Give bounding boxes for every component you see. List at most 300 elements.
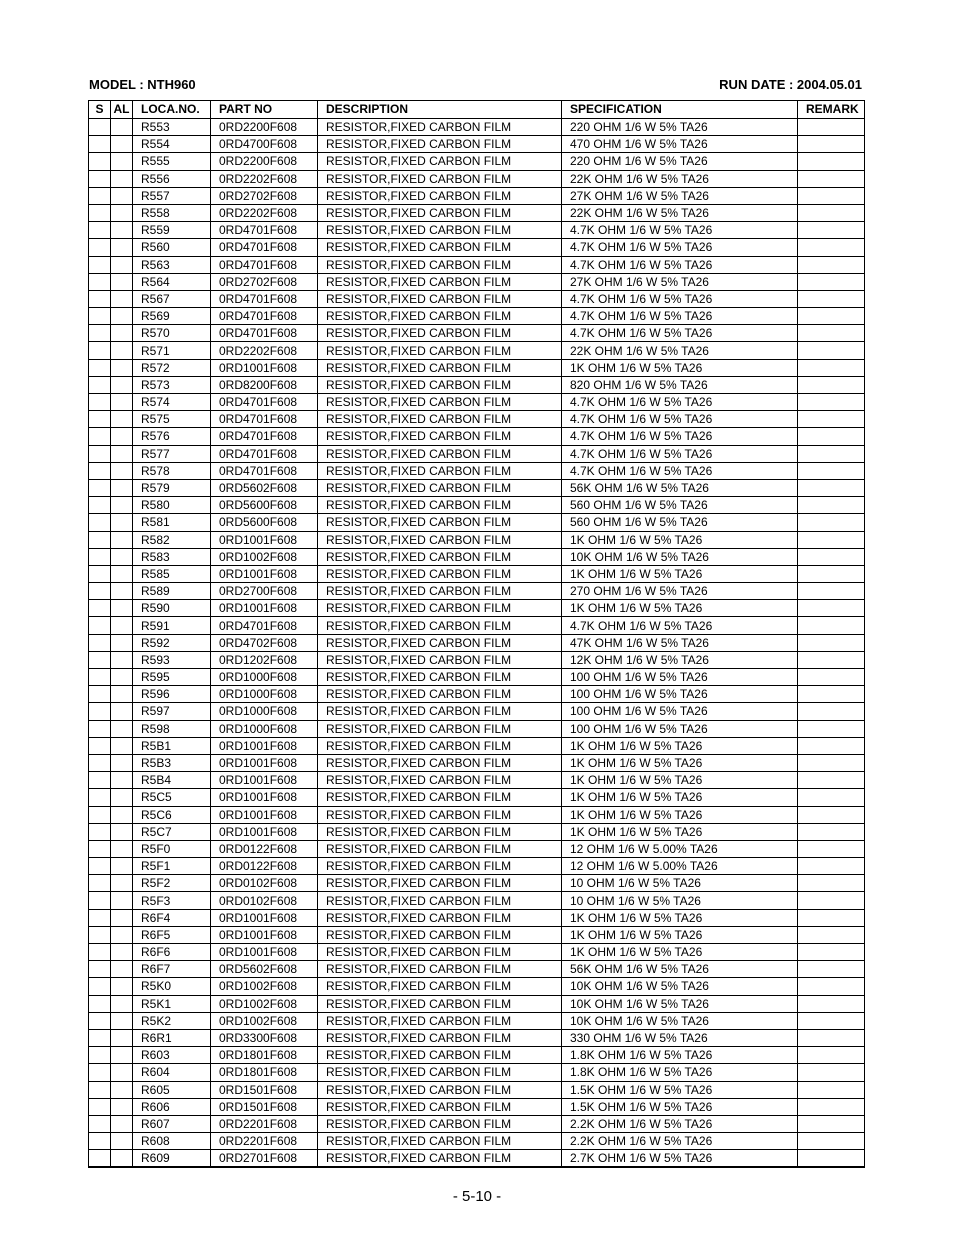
specification-cell: 10K OHM 1/6 W 5% TA26 — [562, 978, 798, 995]
remark-cell — [798, 273, 865, 290]
remark-cell — [798, 497, 865, 514]
description-cell: RESISTOR,FIXED CARBON FILM — [318, 342, 562, 359]
al-cell — [111, 1098, 133, 1115]
specification-cell: 1K OHM 1/6 W 5% TA26 — [562, 806, 798, 823]
specification-cell: 100 OHM 1/6 W 5% TA26 — [562, 669, 798, 686]
description-cell: RESISTOR,FIXED CARBON FILM — [318, 359, 562, 376]
loca-no-cell: R5B1 — [133, 737, 211, 754]
description-cell: RESISTOR,FIXED CARBON FILM — [318, 153, 562, 170]
description-cell: RESISTOR,FIXED CARBON FILM — [318, 995, 562, 1012]
table-row — [89, 479, 865, 496]
part-no-cell: 0RD1501F608 — [211, 1098, 318, 1115]
loca-no-cell: R595 — [133, 669, 211, 686]
al-cell — [111, 204, 133, 221]
remark-cell — [798, 531, 865, 548]
description-cell: RESISTOR,FIXED CARBON FILM — [318, 600, 562, 617]
table-row — [89, 669, 865, 686]
s-cell — [89, 497, 111, 514]
remark-cell — [798, 617, 865, 634]
specification-cell: 1K OHM 1/6 W 5% TA26 — [562, 565, 798, 582]
specification-cell: 1K OHM 1/6 W 5% TA26 — [562, 737, 798, 754]
part-no-cell: 0RD2200F608 — [211, 153, 318, 170]
remark-cell — [798, 394, 865, 411]
loca-no-cell: R596 — [133, 686, 211, 703]
description-cell: RESISTOR,FIXED CARBON FILM — [318, 686, 562, 703]
loca-no-cell: R592 — [133, 634, 211, 651]
remark-cell — [798, 1029, 865, 1046]
al-cell — [111, 651, 133, 668]
al-cell — [111, 531, 133, 548]
remark-cell — [798, 1150, 865, 1168]
table-row — [89, 531, 865, 548]
al-cell — [111, 1133, 133, 1150]
table-row — [89, 256, 865, 273]
part-no-cell: 0RD1002F608 — [211, 978, 318, 995]
specification-cell: 10K OHM 1/6 W 5% TA26 — [562, 995, 798, 1012]
al-cell — [111, 462, 133, 479]
specification-cell: 10 OHM 1/6 W 5% TA26 — [562, 875, 798, 892]
remark-cell — [798, 514, 865, 531]
table-row — [89, 617, 865, 634]
al-cell — [111, 754, 133, 771]
part-no-cell: 0RD0122F608 — [211, 840, 318, 857]
al-cell — [111, 428, 133, 445]
loca-no-cell: R576 — [133, 428, 211, 445]
specification-cell: 10K OHM 1/6 W 5% TA26 — [562, 1012, 798, 1029]
s-cell — [89, 187, 111, 204]
loca-no-cell: R5C6 — [133, 806, 211, 823]
part-no-cell: 0RD1001F608 — [211, 789, 318, 806]
al-cell — [111, 1115, 133, 1132]
table-row — [89, 565, 865, 582]
description-cell: RESISTOR,FIXED CARBON FILM — [318, 823, 562, 840]
loca-no-cell: R6F7 — [133, 961, 211, 978]
page-number: - 5-10 - — [452, 1188, 502, 1205]
table-row — [89, 840, 865, 857]
specification-cell: 22K OHM 1/6 W 5% TA26 — [562, 342, 798, 359]
table-row — [89, 720, 865, 737]
specification-cell: 2.2K OHM 1/6 W 5% TA26 — [562, 1115, 798, 1132]
parts-table — [88, 100, 865, 1168]
table-row — [89, 806, 865, 823]
specification-cell: 4.7K OHM 1/6 W 5% TA26 — [562, 290, 798, 307]
part-no-cell: 0RD1001F608 — [211, 600, 318, 617]
s-cell — [89, 342, 111, 359]
part-no-cell: 0RD2700F608 — [211, 583, 318, 600]
table-row — [89, 308, 865, 325]
loca-no-cell: R6F4 — [133, 909, 211, 926]
part-no-cell: 0RD1000F608 — [211, 720, 318, 737]
description-cell: RESISTOR,FIXED CARBON FILM — [318, 1081, 562, 1098]
part-no-cell: 0RD2702F608 — [211, 273, 318, 290]
al-cell — [111, 325, 133, 342]
table-row — [89, 239, 865, 256]
specification-cell: 4.7K OHM 1/6 W 5% TA26 — [562, 617, 798, 634]
loca-no-cell: R5F2 — [133, 875, 211, 892]
part-no-cell: 0RD4701F608 — [211, 617, 318, 634]
part-no-cell: 0RD4701F608 — [211, 411, 318, 428]
s-cell — [89, 119, 111, 136]
remark-cell — [798, 119, 865, 136]
part-no-cell: 0RD1001F608 — [211, 926, 318, 943]
description-cell: RESISTOR,FIXED CARBON FILM — [318, 858, 562, 875]
al-cell — [111, 256, 133, 273]
s-cell — [89, 961, 111, 978]
specification-cell: 4.7K OHM 1/6 W 5% TA26 — [562, 462, 798, 479]
part-no-cell: 0RD1001F608 — [211, 737, 318, 754]
table-row — [89, 1012, 865, 1029]
s-cell — [89, 462, 111, 479]
s-cell — [89, 531, 111, 548]
specification-cell: 12 OHM 1/6 W 5.00% TA26 — [562, 840, 798, 857]
parts-table-body — [89, 119, 865, 1168]
s-cell — [89, 583, 111, 600]
loca-no-cell: R559 — [133, 222, 211, 239]
description-cell: RESISTOR,FIXED CARBON FILM — [318, 325, 562, 342]
table-row — [89, 222, 865, 239]
s-cell — [89, 1012, 111, 1029]
part-no-cell: 0RD0122F608 — [211, 858, 318, 875]
description-cell: RESISTOR,FIXED CARBON FILM — [318, 909, 562, 926]
remark-cell — [798, 1115, 865, 1132]
loca-no-cell: R607 — [133, 1115, 211, 1132]
loca-no-cell: R5F3 — [133, 892, 211, 909]
al-cell — [111, 995, 133, 1012]
loca-no-cell: R577 — [133, 445, 211, 462]
description-cell: RESISTOR,FIXED CARBON FILM — [318, 806, 562, 823]
s-cell — [89, 1150, 111, 1168]
remark-cell — [798, 703, 865, 720]
al-cell — [111, 944, 133, 961]
specification-cell: 1K OHM 1/6 W 5% TA26 — [562, 823, 798, 840]
specification-cell: 1K OHM 1/6 W 5% TA26 — [562, 789, 798, 806]
table-row — [89, 1133, 865, 1150]
al-cell — [111, 669, 133, 686]
remark-cell — [798, 892, 865, 909]
specification-cell: 1K OHM 1/6 W 5% TA26 — [562, 531, 798, 548]
description-cell: RESISTOR,FIXED CARBON FILM — [318, 290, 562, 307]
remark-cell — [798, 411, 865, 428]
specification-cell: 1K OHM 1/6 W 5% TA26 — [562, 909, 798, 926]
table-row — [89, 1150, 865, 1168]
s-cell — [89, 256, 111, 273]
s-cell — [89, 926, 111, 943]
al-cell — [111, 617, 133, 634]
s-cell — [89, 548, 111, 565]
s-cell — [89, 892, 111, 909]
table-row — [89, 1047, 865, 1064]
specification-cell: 2.7K OHM 1/6 W 5% TA26 — [562, 1150, 798, 1168]
remark-cell — [798, 565, 865, 582]
al-cell — [111, 1081, 133, 1098]
al-cell — [111, 720, 133, 737]
al-cell — [111, 479, 133, 496]
al-cell — [111, 892, 133, 909]
s-cell — [89, 858, 111, 875]
table-row — [89, 1029, 865, 1046]
s-cell — [89, 1115, 111, 1132]
part-no-cell: 0RD4701F608 — [211, 394, 318, 411]
model-label: MODEL : NTH960 — [89, 77, 196, 92]
specification-cell: 1K OHM 1/6 W 5% TA26 — [562, 772, 798, 789]
al-cell — [111, 187, 133, 204]
loca-no-cell: R581 — [133, 514, 211, 531]
part-no-cell: 0RD2202F608 — [211, 204, 318, 221]
remark-cell — [798, 376, 865, 393]
loca-no-cell: R5F1 — [133, 858, 211, 875]
s-cell — [89, 600, 111, 617]
al-cell — [111, 961, 133, 978]
specification-cell: 56K OHM 1/6 W 5% TA26 — [562, 961, 798, 978]
part-no-cell: 0RD5600F608 — [211, 497, 318, 514]
part-no-cell: 0RD0102F608 — [211, 892, 318, 909]
description-cell: RESISTOR,FIXED CARBON FILM — [318, 651, 562, 668]
s-cell — [89, 445, 111, 462]
specification-cell: 4.7K OHM 1/6 W 5% TA26 — [562, 394, 798, 411]
description-cell: RESISTOR,FIXED CARBON FILM — [318, 737, 562, 754]
al-cell — [111, 119, 133, 136]
s-cell — [89, 669, 111, 686]
table-row — [89, 1098, 865, 1115]
remark-cell — [798, 290, 865, 307]
s-cell — [89, 634, 111, 651]
table-row — [89, 600, 865, 617]
specification-cell: 10K OHM 1/6 W 5% TA26 — [562, 548, 798, 565]
remark-cell — [798, 1047, 865, 1064]
loca-no-cell: R553 — [133, 119, 211, 136]
table-row — [89, 909, 865, 926]
part-no-cell: 0RD4701F608 — [211, 428, 318, 445]
description-cell: RESISTOR,FIXED CARBON FILM — [318, 497, 562, 514]
description-cell: RESISTOR,FIXED CARBON FILM — [318, 548, 562, 565]
table-row — [89, 858, 865, 875]
al-cell — [111, 153, 133, 170]
loca-no-cell: R606 — [133, 1098, 211, 1115]
description-cell: RESISTOR,FIXED CARBON FILM — [318, 944, 562, 961]
specification-cell: 470 OHM 1/6 W 5% TA26 — [562, 136, 798, 153]
remark-cell — [798, 995, 865, 1012]
remark-cell — [798, 548, 865, 565]
description-cell: RESISTOR,FIXED CARBON FILM — [318, 789, 562, 806]
s-cell — [89, 1133, 111, 1150]
s-cell — [89, 995, 111, 1012]
loca-no-cell: R598 — [133, 720, 211, 737]
s-cell — [89, 720, 111, 737]
part-no-cell: 0RD5602F608 — [211, 961, 318, 978]
s-cell — [89, 153, 111, 170]
s-cell — [89, 875, 111, 892]
table-row — [89, 497, 865, 514]
loca-no-cell: R583 — [133, 548, 211, 565]
al-cell — [111, 394, 133, 411]
description-cell: RESISTOR,FIXED CARBON FILM — [318, 376, 562, 393]
s-cell — [89, 479, 111, 496]
remark-cell — [798, 222, 865, 239]
specification-cell: 4.7K OHM 1/6 W 5% TA26 — [562, 411, 798, 428]
s-cell — [89, 1098, 111, 1115]
table-row — [89, 651, 865, 668]
specification-cell: 1K OHM 1/6 W 5% TA26 — [562, 754, 798, 771]
loca-no-cell: R567 — [133, 290, 211, 307]
loca-no-cell: R6F6 — [133, 944, 211, 961]
loca-no-cell: R572 — [133, 359, 211, 376]
al-cell — [111, 308, 133, 325]
part-no-cell: 0RD1001F608 — [211, 565, 318, 582]
description-cell: RESISTOR,FIXED CARBON FILM — [318, 445, 562, 462]
col-header-s: S — [89, 101, 111, 119]
table-row — [89, 978, 865, 995]
col-header-remark: REMARK — [798, 101, 865, 119]
part-no-cell: 0RD4701F608 — [211, 462, 318, 479]
remark-cell — [798, 1133, 865, 1150]
table-row — [89, 772, 865, 789]
remark-cell — [798, 926, 865, 943]
description-cell: RESISTOR,FIXED CARBON FILM — [318, 754, 562, 771]
col-header-part-no: PART NO — [211, 101, 318, 119]
table-row — [89, 944, 865, 961]
loca-no-cell: R605 — [133, 1081, 211, 1098]
part-no-cell: 0RD3300F608 — [211, 1029, 318, 1046]
specification-cell: 12K OHM 1/6 W 5% TA26 — [562, 651, 798, 668]
specification-cell: 4.7K OHM 1/6 W 5% TA26 — [562, 239, 798, 256]
s-cell — [89, 840, 111, 857]
table-row — [89, 1115, 865, 1132]
al-cell — [111, 136, 133, 153]
remark-cell — [798, 1098, 865, 1115]
remark-cell — [798, 840, 865, 857]
specification-cell: 100 OHM 1/6 W 5% TA26 — [562, 686, 798, 703]
table-header-row — [89, 101, 865, 119]
table-row — [89, 290, 865, 307]
specification-cell: 560 OHM 1/6 W 5% TA26 — [562, 514, 798, 531]
remark-cell — [798, 651, 865, 668]
table-row — [89, 703, 865, 720]
s-cell — [89, 325, 111, 342]
part-no-cell: 0RD1000F608 — [211, 669, 318, 686]
specification-cell: 2.2K OHM 1/6 W 5% TA26 — [562, 1133, 798, 1150]
al-cell — [111, 239, 133, 256]
specification-cell: 4.7K OHM 1/6 W 5% TA26 — [562, 308, 798, 325]
specification-cell: 27K OHM 1/6 W 5% TA26 — [562, 273, 798, 290]
description-cell: RESISTOR,FIXED CARBON FILM — [318, 634, 562, 651]
al-cell — [111, 858, 133, 875]
al-cell — [111, 1064, 133, 1081]
specification-cell: 4.7K OHM 1/6 W 5% TA26 — [562, 445, 798, 462]
description-cell: RESISTOR,FIXED CARBON FILM — [318, 892, 562, 909]
al-cell — [111, 1150, 133, 1168]
loca-no-cell: R575 — [133, 411, 211, 428]
loca-no-cell: R571 — [133, 342, 211, 359]
al-cell — [111, 1047, 133, 1064]
loca-no-cell: R555 — [133, 153, 211, 170]
specification-cell: 22K OHM 1/6 W 5% TA26 — [562, 170, 798, 187]
description-cell: RESISTOR,FIXED CARBON FILM — [318, 840, 562, 857]
table-row — [89, 445, 865, 462]
part-no-cell: 0RD1001F608 — [211, 754, 318, 771]
s-cell — [89, 1047, 111, 1064]
specification-cell: 1.8K OHM 1/6 W 5% TA26 — [562, 1047, 798, 1064]
specification-cell: 1K OHM 1/6 W 5% TA26 — [562, 926, 798, 943]
al-cell — [111, 789, 133, 806]
description-cell: RESISTOR,FIXED CARBON FILM — [318, 669, 562, 686]
part-no-cell: 0RD1001F608 — [211, 806, 318, 823]
description-cell: RESISTOR,FIXED CARBON FILM — [318, 1064, 562, 1081]
loca-no-cell: R569 — [133, 308, 211, 325]
part-no-cell: 0RD1001F608 — [211, 772, 318, 789]
s-cell — [89, 703, 111, 720]
al-cell — [111, 222, 133, 239]
specification-cell: 100 OHM 1/6 W 5% TA26 — [562, 703, 798, 720]
specification-cell: 10 OHM 1/6 W 5% TA26 — [562, 892, 798, 909]
loca-no-cell: R5K0 — [133, 978, 211, 995]
remark-cell — [798, 754, 865, 771]
loca-no-cell: R5C5 — [133, 789, 211, 806]
remark-cell — [798, 875, 865, 892]
specification-cell: 220 OHM 1/6 W 5% TA26 — [562, 119, 798, 136]
specification-cell: 4.7K OHM 1/6 W 5% TA26 — [562, 325, 798, 342]
part-no-cell: 0RD2201F608 — [211, 1133, 318, 1150]
al-cell — [111, 376, 133, 393]
description-cell: RESISTOR,FIXED CARBON FILM — [318, 1012, 562, 1029]
part-no-cell: 0RD1001F608 — [211, 531, 318, 548]
remark-cell — [798, 445, 865, 462]
description-cell: RESISTOR,FIXED CARBON FILM — [318, 1133, 562, 1150]
al-cell — [111, 600, 133, 617]
loca-no-cell: R5K2 — [133, 1012, 211, 1029]
description-cell: RESISTOR,FIXED CARBON FILM — [318, 875, 562, 892]
remark-cell — [798, 308, 865, 325]
part-no-cell: 0RD1001F608 — [211, 823, 318, 840]
s-cell — [89, 239, 111, 256]
al-cell — [111, 548, 133, 565]
s-cell — [89, 204, 111, 221]
part-no-cell: 0RD8200F608 — [211, 376, 318, 393]
table-row — [89, 153, 865, 170]
table-row — [89, 1081, 865, 1098]
description-cell: RESISTOR,FIXED CARBON FILM — [318, 978, 562, 995]
al-cell — [111, 1029, 133, 1046]
remark-cell — [798, 720, 865, 737]
remark-cell — [798, 428, 865, 445]
specification-cell: 820 OHM 1/6 W 5% TA26 — [562, 376, 798, 393]
specification-cell: 47K OHM 1/6 W 5% TA26 — [562, 634, 798, 651]
loca-no-cell: R6R1 — [133, 1029, 211, 1046]
loca-no-cell: R579 — [133, 479, 211, 496]
loca-no-cell: R564 — [133, 273, 211, 290]
remark-cell — [798, 909, 865, 926]
part-no-cell: 0RD2200F608 — [211, 119, 318, 136]
remark-cell — [798, 342, 865, 359]
remark-cell — [798, 239, 865, 256]
specification-cell: 1K OHM 1/6 W 5% TA26 — [562, 600, 798, 617]
part-no-cell: 0RD5602F608 — [211, 479, 318, 496]
al-cell — [111, 634, 133, 651]
part-no-cell: 0RD4701F608 — [211, 290, 318, 307]
description-cell: RESISTOR,FIXED CARBON FILM — [318, 531, 562, 548]
description-cell: RESISTOR,FIXED CARBON FILM — [318, 411, 562, 428]
remark-cell — [798, 789, 865, 806]
part-no-cell: 0RD4701F608 — [211, 256, 318, 273]
description-cell: RESISTOR,FIXED CARBON FILM — [318, 239, 562, 256]
specification-cell: 4.7K OHM 1/6 W 5% TA26 — [562, 428, 798, 445]
table-row — [89, 411, 865, 428]
specification-cell: 1.8K OHM 1/6 W 5% TA26 — [562, 1064, 798, 1081]
table-row — [89, 204, 865, 221]
loca-no-cell: R560 — [133, 239, 211, 256]
table-row — [89, 926, 865, 943]
s-cell — [89, 978, 111, 995]
table-row — [89, 892, 865, 909]
